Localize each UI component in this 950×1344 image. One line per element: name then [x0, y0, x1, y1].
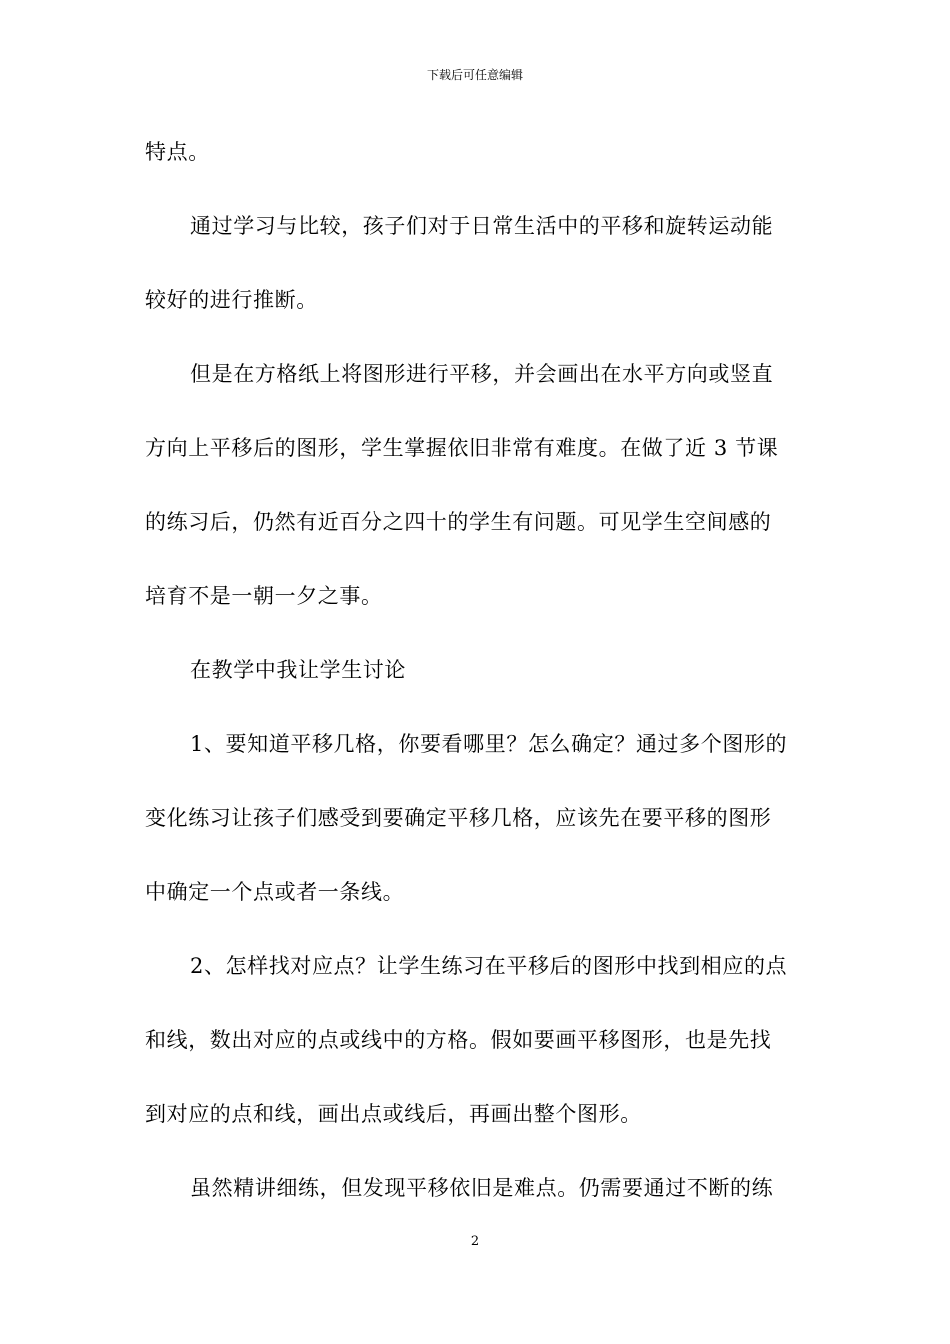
body-line: 2、怎样找对应点？让学生练习在平移后的图形中找到相应的点 [190, 954, 788, 978]
body-line: 变化练习让孩子们感受到要确定平移几格，应该先在要平移的图形 [145, 806, 772, 830]
body-line: 通过学习与比较，孩子们对于日常生活中的平移和旋转运动能 [190, 214, 774, 238]
body-line: 1、要知道平移几格，你要看哪里？怎么确定？通过多个图形的 [190, 732, 788, 756]
body-line: 培育不是一朝一夕之事。 [145, 584, 383, 608]
body-line: 较好的进行推断。 [145, 288, 318, 312]
body-line: 到对应的点和线，画出点或线后，再画出整个图形。 [145, 1102, 642, 1126]
body-line: 在教学中我让学生讨论 [190, 658, 406, 682]
page-number: 2 [470, 1234, 480, 1249]
body-line: 和线，数出对应的点或线中的方格。假如要画平移图形，也是先找 [145, 1028, 772, 1052]
body-line: 的练习后，仍然有近百分之四十的学生有问题。可见学生空间感的 [145, 510, 772, 534]
body-line: 中确定一个点或者一条线。 [145, 880, 405, 904]
body-line: 特点。 [145, 140, 210, 164]
page-header: 下载后可任意编辑 [426, 68, 523, 82]
body-line: 但是在方格纸上将图形进行平移，并会画出在水平方向或竖直 [190, 362, 774, 386]
body-line: 方向上平移后的图形，学生掌握依旧非常有难度。在做了近 3 节课 [145, 436, 779, 460]
body-line: 虽然精讲细练，但发现平移依旧是难点。仍需要通过不断的练 [190, 1176, 774, 1200]
